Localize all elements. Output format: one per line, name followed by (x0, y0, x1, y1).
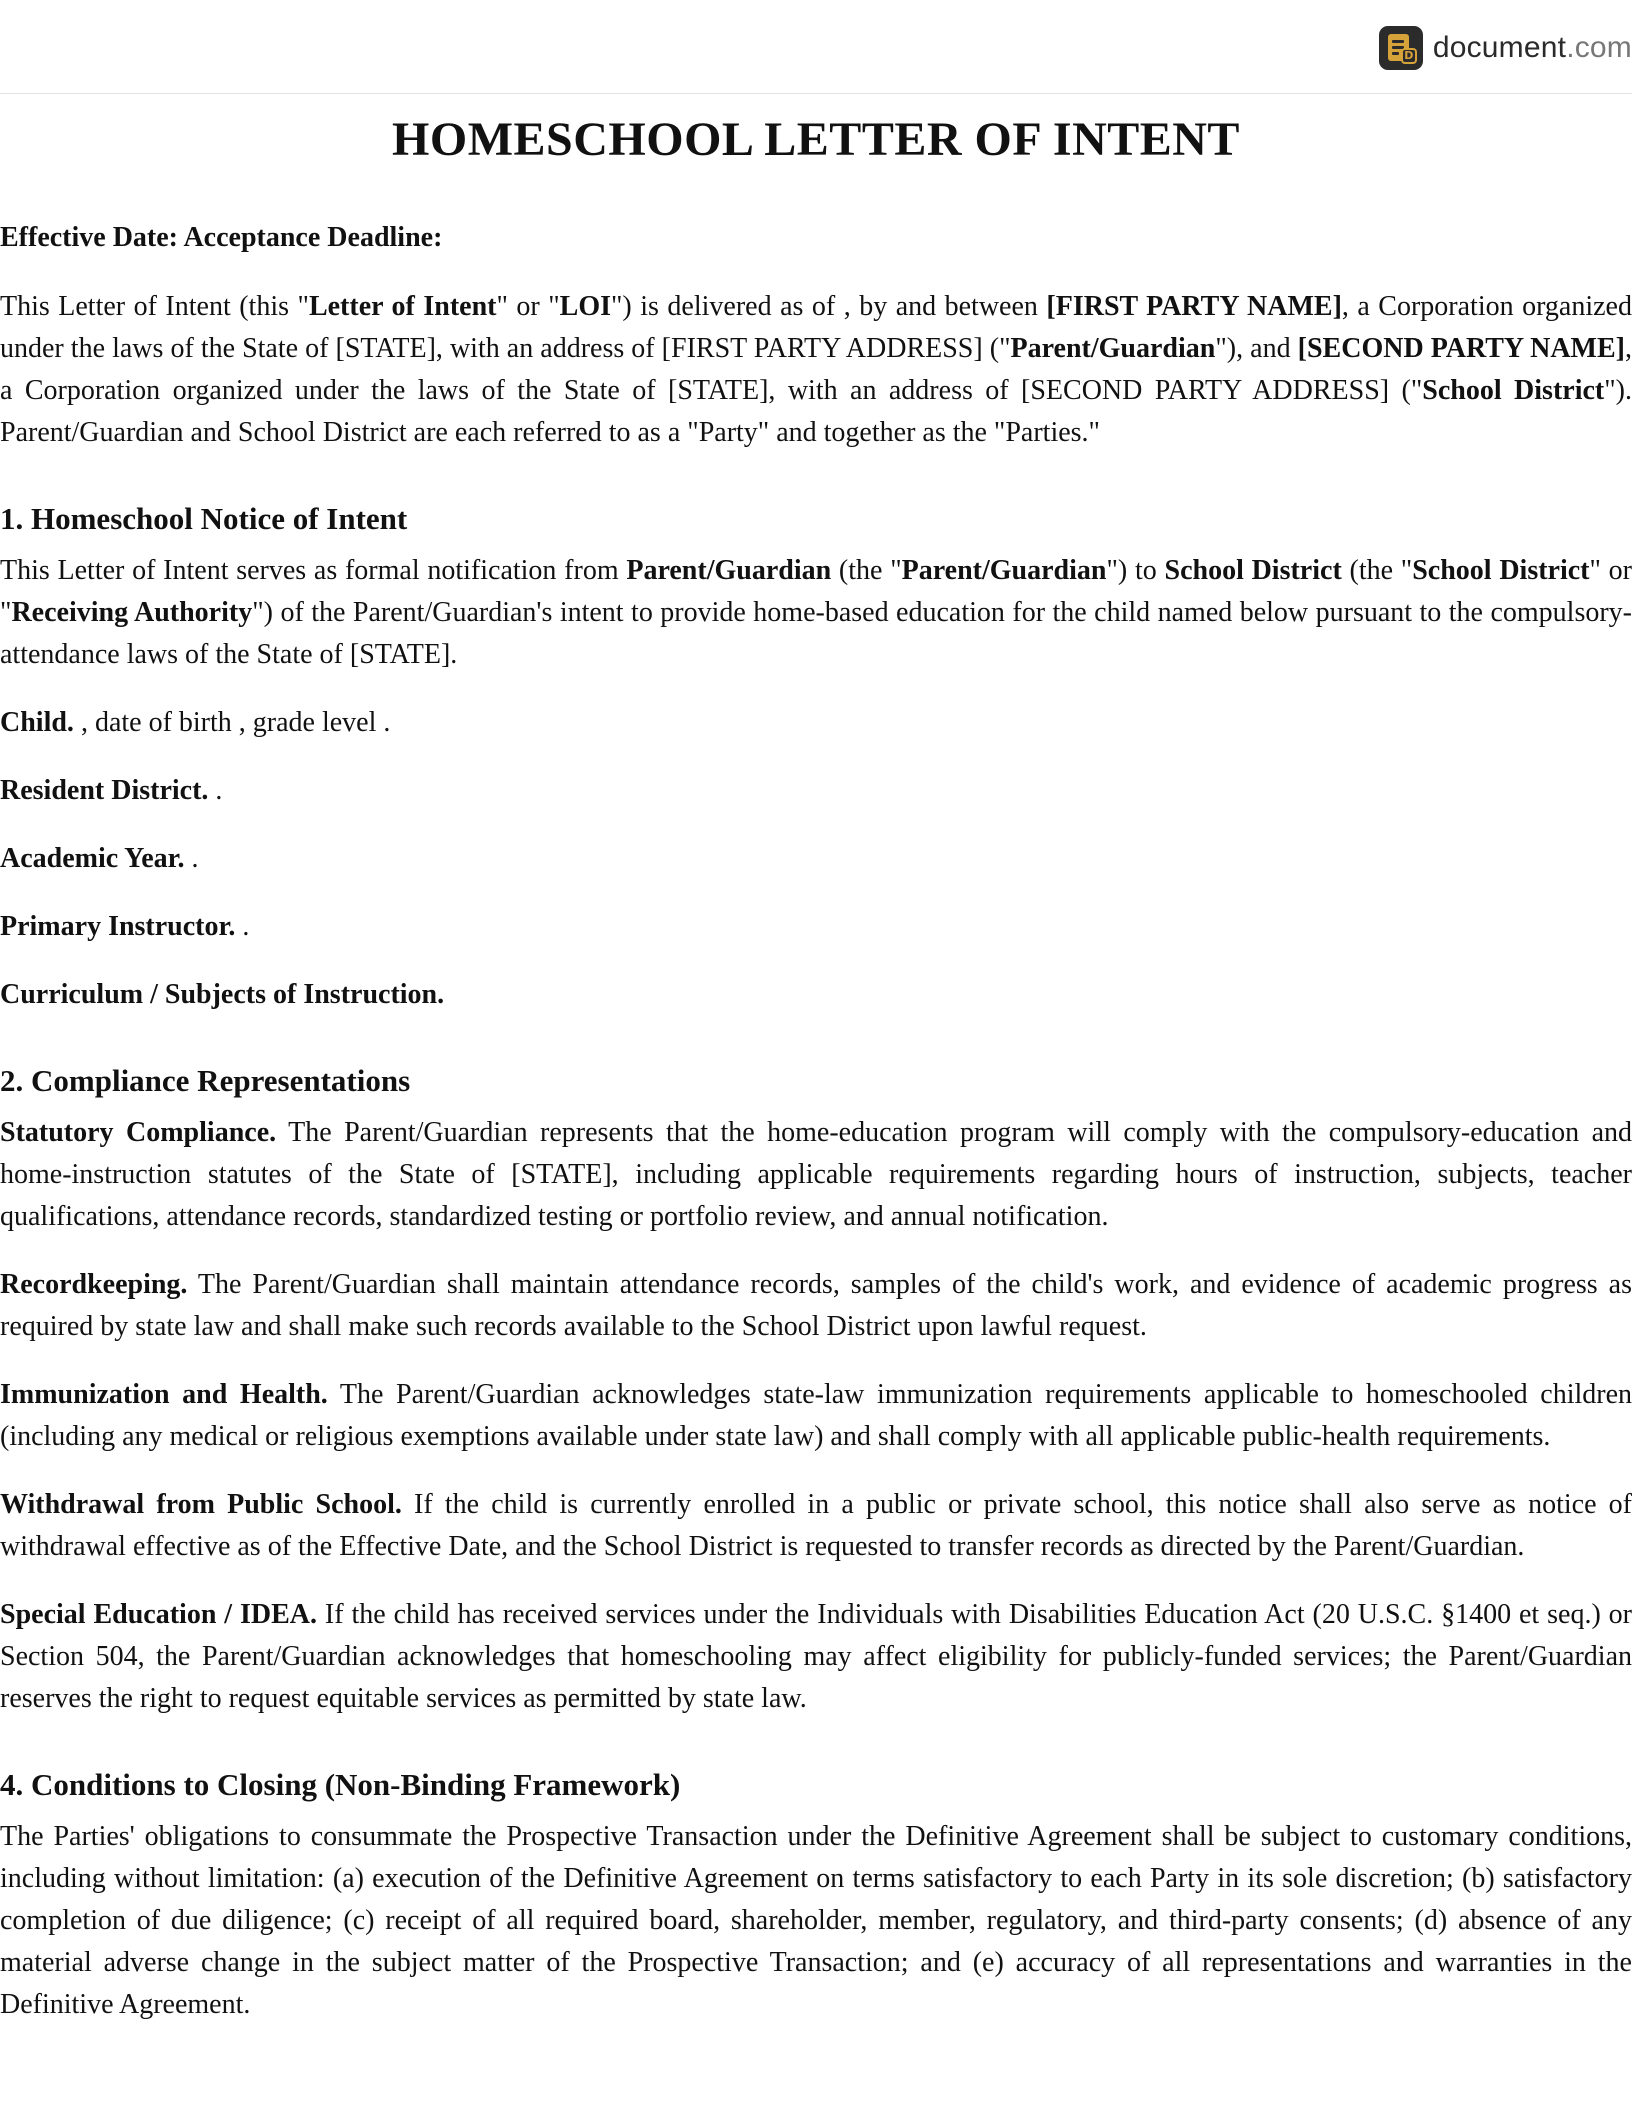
field-child: Child. , date of birth , grade level . (0, 707, 391, 738)
section-2-heading: 2. Compliance Representations (0, 1063, 411, 1098)
clause-withdrawal: Withdrawal from Public School. If the child is currently enrolled in a public or private school, this notice shall also serve as notice of withdrawal effective as of the Effective Date, and the School District is requested to transfer records as directed by the Parent/Guardian. (0, 1489, 1632, 1562)
document-title: HOMESCHOOL LETTER OF INTENT (392, 113, 1240, 166)
document-logo-icon: D (1379, 26, 1423, 70)
field-academic-year: Academic Year. . (0, 843, 199, 874)
section-4-heading: 4. Conditions to Closing (Non-Binding Framework) (0, 1767, 681, 1802)
brand-tld: .com (1566, 31, 1632, 64)
clause-immunization: Immunization and Health. The Parent/Guardian acknowledges state-law immunization requirements applicable to homeschooled children (including any medical or religious exemptions available under state law) and shall comply with all applicable public-health requirements. (0, 1379, 1632, 1452)
section-1-heading: 1. Homeschool Notice of Intent (0, 501, 408, 536)
clause-recordkeeping: Recordkeeping. The Parent/Guardian shall maintain attendance records, samples of the child's work, and evidence of academic progress as required by state law and shall make such records available to the School District upon lawful request. (0, 1269, 1632, 1342)
clause-special-education: Special Education / IDEA. If the child has received services under the Individuals with Disabilities Education Act (20 U.S.C. §1400 et seq.) or Section 504, the Parent/Guardian acknowledges that homeschooling may affect eligibility for publicly-funded services; the Parent/Guardian reserves the right to request equitable services as permitted by state law. (0, 1599, 1632, 1714)
field-primary-instructor: Primary Instructor. . (0, 911, 250, 942)
section-4-paragraph: The Parties' obligations to consummate the Prospective Transaction under the Definitive Agreement shall be subject to customary conditions, including without limitation: (a) execution of the Definitive Agreement on terms satisfactory to each Party in its sole discretion; (b) satisfactory completion of due diligence; (c) receipt of all required board, shareholder, member, regulatory, and third-party consents; (d) absence of any material adverse change in the subject matter of the Prospective Transaction; and (e) accuracy of all representations and warranties in the Definitive Agreement. (0, 1821, 1632, 2020)
intro-paragraph: This Letter of Intent (this "Letter of Intent" or "LOI") is delivered as of , by and between [FIRST PARTY NAME], a Corporation organized under the laws of the State of [STATE], with an address of [FIRST PARTY ADDRESS] ("Parent/Guardian"), and [SECOND PARTY NAME], a Corporation organized under the laws of the State of [STATE], with an address of [SECOND PARTY ADDRESS] ("School District"). Parent/Guardian and School District are each referred to as a "Party" and together as the "Parties." (0, 291, 1632, 448)
document-body (0, 110, 1632, 2026)
brand[interactable] (1379, 26, 1632, 70)
field-curriculum: Curriculum / Subjects of Instruction. (0, 979, 445, 1010)
top-bar (0, 0, 1632, 94)
field-resident-district: Resident District. . (0, 775, 223, 806)
effective-date-line: Effective Date: Acceptance Deadline: (0, 222, 443, 253)
section-1-paragraph: This Letter of Intent serves as formal notification from Parent/Guardian (the "Parent/Guardian") to School District (the "School District" or "Receiving Authority") of the Parent/Guardian's intent to provide home-based education for the child named below pursuant to the compulsory-attendance laws of the State of [STATE]. (0, 555, 1632, 670)
brand-name: document.com (1432, 31, 1632, 64)
clause-statutory-compliance: Statutory Compliance. The Parent/Guardian represents that the home-education program will comply with the compulsory-education and home-instruction statutes of the State of [STATE], including applicable requirements regarding hours of instruction, subjects, teacher qualifications, attendance records, standardized testing or portfolio review, and annual notification. (0, 1117, 1632, 1232)
